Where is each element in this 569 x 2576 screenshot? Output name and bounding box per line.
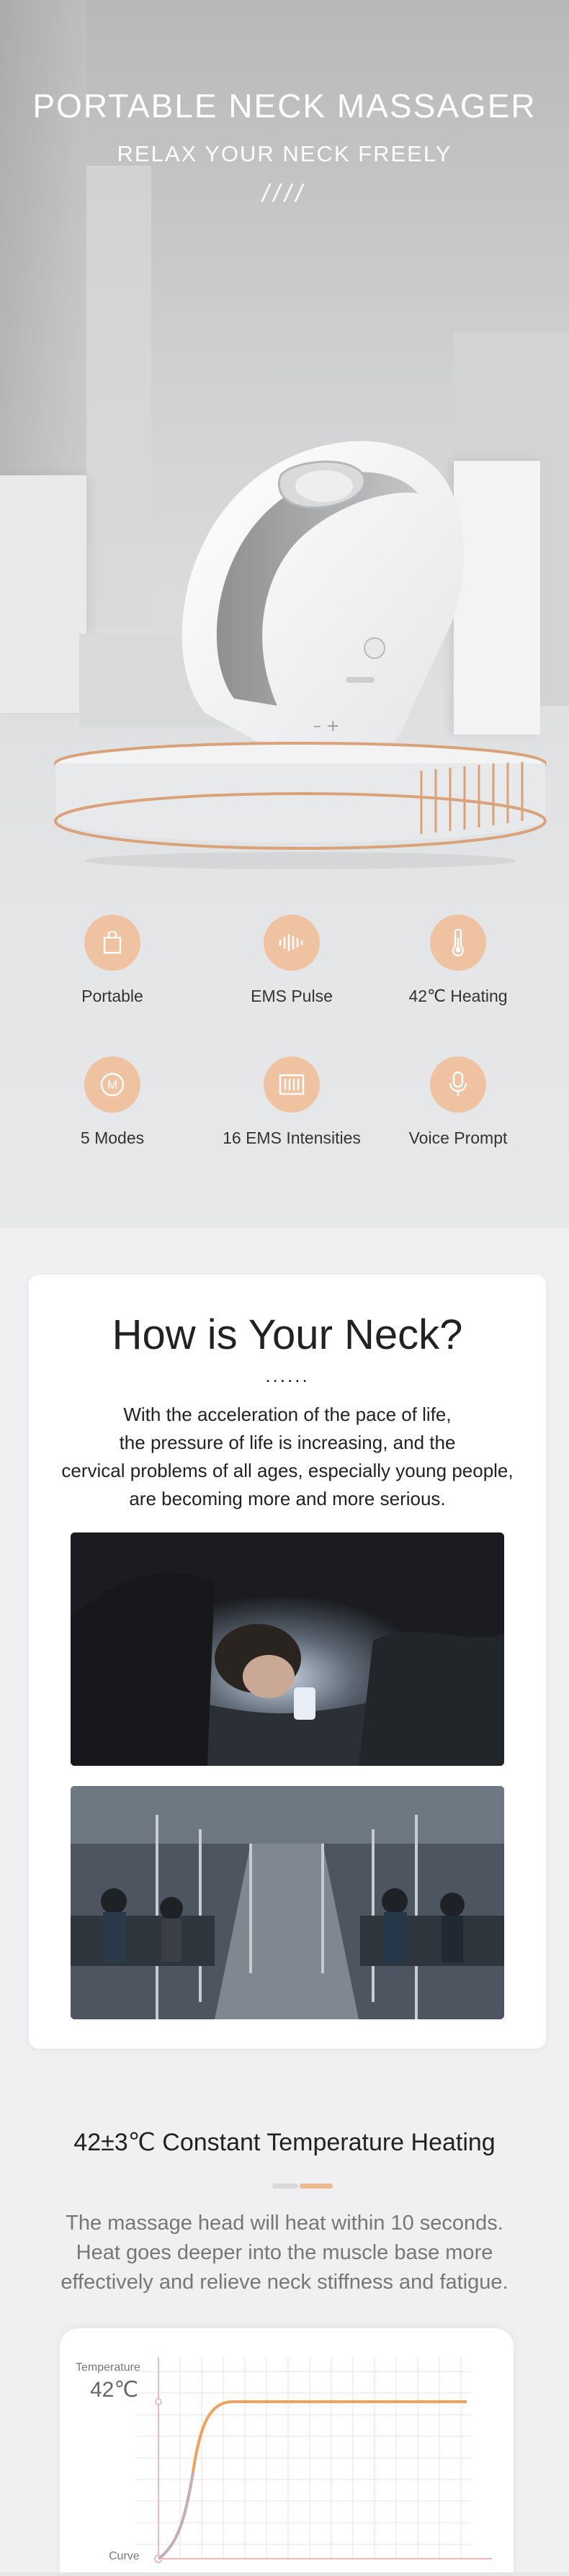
description-line: Heat goes deeper into the muscle base more: [76, 2241, 493, 2264]
curve-label: Curve: [109, 2550, 140, 2562]
display-pedestal: [32, 742, 569, 871]
hero-banner: [0, 0, 569, 1228]
neck-massager-image: [162, 425, 486, 785]
feature-modes: [19, 1056, 206, 1148]
feature-ems-pulse: [198, 915, 385, 1006]
microphone-icon: [430, 1056, 486, 1113]
description-line: cervical problems of all ages, especially young people,: [61, 1460, 514, 1481]
intensity-bars-icon: [264, 1056, 320, 1113]
description-line: are becoming more and more serious.: [129, 1488, 446, 1509]
title-underline-accent: [300, 2184, 333, 2189]
heating-title: 42±3℃ Constant Temperature Heating: [73, 2129, 496, 2156]
description-line: With the acceleration of the pace of life,: [123, 1404, 452, 1425]
woman-using-phone-in-bed-photo: [71, 1532, 504, 1766]
feature-label: 16 EMS Intensities: [223, 1128, 361, 1147]
feature-portable: [19, 915, 206, 1006]
m-letter-icon: [84, 1056, 140, 1113]
thermometer-icon: [430, 915, 486, 971]
description-line: The massage head will heat within 10 seconds.: [66, 2212, 503, 2235]
background-block: [0, 475, 86, 713]
temperature-curve: [158, 2402, 467, 2559]
feature-label: 42℃ Heating: [408, 987, 508, 1005]
feature-heating: [364, 915, 552, 1006]
hero-subtitle: RELAX YOUR NECK FREELY: [117, 141, 452, 166]
pulse-wave-icon: [264, 915, 320, 971]
svg-text:M: M: [107, 1078, 118, 1092]
temperature-value: 42℃: [90, 2378, 139, 2402]
section-description: [36, 1401, 539, 1513]
feature-label: EMS Pulse: [251, 987, 333, 1005]
section-title: How is Your Neck?: [112, 1311, 463, 1358]
hero-title: PORTABLE NECK MASSAGER: [32, 87, 537, 125]
hero-decoration: ////: [262, 180, 307, 207]
background-panel: [86, 166, 151, 627]
bag-icon: [84, 915, 140, 971]
neck-card: [29, 1275, 546, 2049]
feature-label: Voice Prompt: [408, 1128, 508, 1147]
feature-voice-prompt: [364, 1056, 552, 1148]
temperature-axis-label: Temperature: [76, 2361, 140, 2374]
description-line: the pressure of life is increasing, and the: [119, 1432, 456, 1453]
temperature-chart-card: [60, 2328, 514, 2572]
heating-description: [0, 2209, 569, 2297]
title-underline: [272, 2184, 298, 2189]
description-line: effectively and relieve neck stiffness and fatigue.: [61, 2271, 508, 2294]
svg-text:– +: – +: [313, 717, 340, 735]
subway-commuters-photo: [71, 1786, 504, 2019]
feature-label: 5 Modes: [80, 1128, 145, 1147]
feature-intensities: [198, 1056, 385, 1148]
title-dots: ......: [265, 1365, 310, 1386]
feature-label: Portable: [81, 987, 143, 1005]
